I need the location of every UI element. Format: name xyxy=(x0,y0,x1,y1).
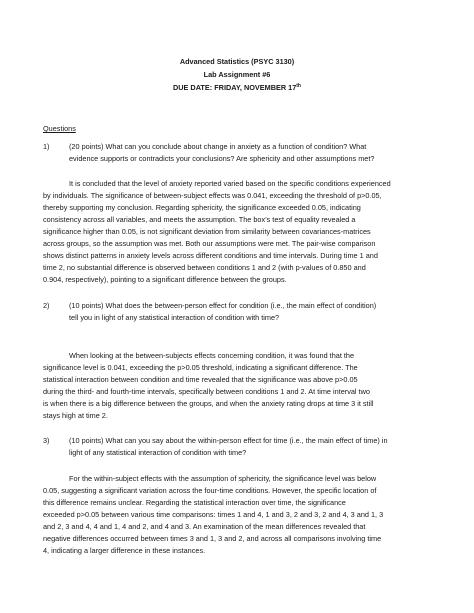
question-3-line: (10 points) What can you say about the within-person effect for time (i.e., the main effect of time) in xyxy=(69,436,388,445)
answer-1-line: consistency across all variables, and meets the assumption. The box’s test of equality revealed a xyxy=(43,215,356,224)
due-date-suffix: th xyxy=(296,83,301,89)
answer-1-line: by individuals. The significance of between-subject effects was 0.041, exceeding the threshold of p>0.05, xyxy=(43,191,382,200)
due-date-text: DUE DATE: FRIDAY, NOVEMBER 17 xyxy=(173,83,297,92)
section-heading: Questions xyxy=(43,124,76,133)
due-date xyxy=(0,83,474,92)
answer-3-line: 0.05, suggesting a significant variation across the four-time conditions. However, the specific location of xyxy=(43,486,377,495)
answer-2-line: When looking at the between-subjects effects concerning condition, it was found that the xyxy=(69,351,355,360)
question-3-line: light of any statistical interaction of condition with time? xyxy=(69,448,247,457)
answer-2-line: statistical interaction between condition and time revealed that the significance was above p>0.05 xyxy=(43,375,358,384)
answer-2-line: during the third- and fourth-time intervals, specifically between conditions 1 and 2. At time interval two xyxy=(43,387,370,396)
answer-3-line: exceeded p>0.05 between various time comparisons: times 1 and 4, 1 and 3, 2 and 3, 2 and 4, 3 and 1, 3 xyxy=(43,510,384,519)
assignment-title: Lab Assignment #6 xyxy=(203,70,271,79)
answer-3-line: For the within-subject effects with the assumption of sphericity, the significance level was below xyxy=(69,474,377,483)
answer-2-line: significance level is 0.041, exceeding the p>0.05 threshold, indicating a significant difference. The xyxy=(43,363,358,372)
answer-1-line: 0.904, respectively), pointing to a significant difference between the groups. xyxy=(43,275,287,284)
answer-2-line: stays high at time 2. xyxy=(43,411,108,420)
question-1-line: evidence supports or contradicts your conclusions? Are sphericity and other assumptions met? xyxy=(69,154,375,163)
answer-1-line: shows distinct patterns in anxiety levels across different conditions and time intervals. During time 1 and xyxy=(43,251,378,260)
answer-3-line: and 2, 3 and 4, 4 and 1, 4 and 2, and 4 and 3. An examination of the mean differences revealed that xyxy=(43,522,366,531)
question-2-number: 2) xyxy=(43,301,50,310)
question-2-line: tell you in light of any statistical interaction of condition with time? xyxy=(69,313,280,322)
answer-2-line: is when there is a big difference between the groups, and when the anxiety rating drops at time 3 it still xyxy=(43,399,374,408)
course-title: Advanced Statistics (PSYC 3130) xyxy=(179,57,295,66)
answer-1-line: It is concluded that the level of anxiety reported varied based on the specific conditions experienced xyxy=(69,179,391,188)
answer-3-line: this difference remains unclear. Regarding the statistical interaction over time, the significance xyxy=(43,498,346,507)
answer-3-line: negative differences occurred between times 3 and 1, 3 and 2, and across all comparisons involving time xyxy=(43,534,382,543)
answer-1-line: across groups, so the assumption was met. Both our assumptions were met. The pair-wise comparison xyxy=(43,239,376,248)
answer-1-line: thereby supporting my conclusion. Regarding sphericity, the significance exceeded 0.05, indicating xyxy=(43,203,361,212)
question-1-number: 1) xyxy=(43,142,50,151)
answer-3-line: 4, indicating a larger difference in these instances. xyxy=(43,546,206,555)
answer-1-line: significance higher than 0.05, is not significant deviation from similarity between covariances-matrices xyxy=(43,227,371,236)
answer-1-line: time 2, no substantial difference is observed between conditions 1 and 2 (with p-values of 0.850 and xyxy=(43,263,366,272)
question-1-line: (20 points) What can you conclude about change in anxiety as a function of condition? What xyxy=(69,142,367,151)
question-3-number: 3) xyxy=(43,436,50,445)
question-2-line: (10 points) What does the between-person effect for condition (i.e., the main effect of condition) xyxy=(69,301,377,310)
